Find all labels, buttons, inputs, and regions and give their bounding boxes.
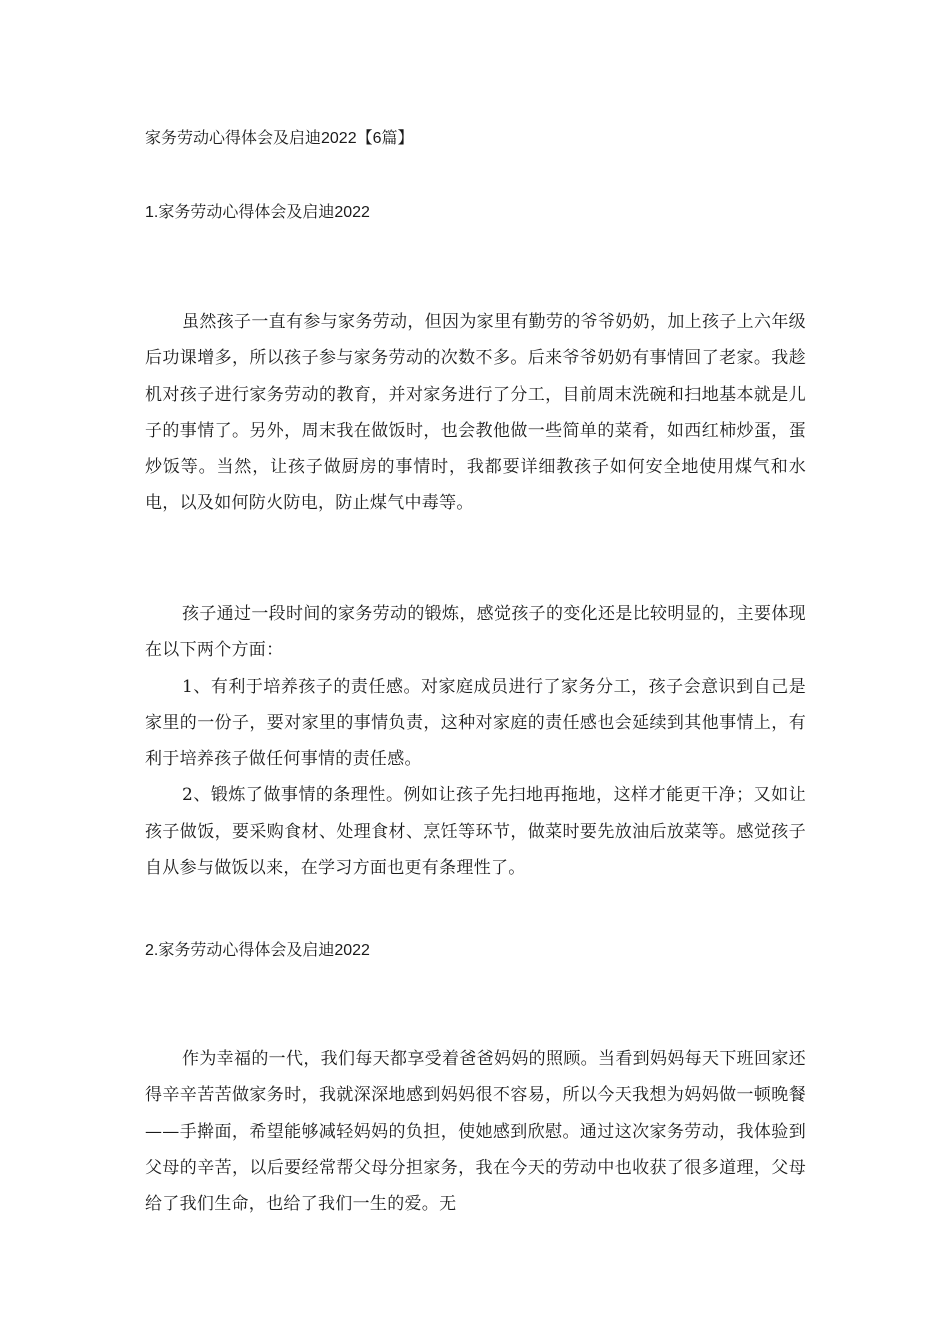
document-title: 家务劳动心得体会及启迪2022【6篇】 [145,130,414,147]
section-2-heading: 2.家务劳动心得体会及启迪2022 [145,942,370,959]
section-2-paragraph-1: 作为幸福的一代，我们每天都享受着爸爸妈妈的照顾。当看到妈妈每天下班回家还得辛辛苦苦做家务时，我就深深地感到妈妈很不容易，所以今天我想为妈妈做一顿晚餐——手擀面，希望能够减轻妈妈的负担，使她感到欣慰。通过这次家务劳动，我体验到父母的辛苦，以后要经常帮父母分担家务，我在今天的劳动中也收获了很多道理，父母给了我们生命，也给了我们一生的爱。无 [145,1049,806,1215]
section-1-paragraph-3: 1、有利于培养孩子的责任感。对家庭成员进行了家务分工，孩子会意识到自己是家里的一份子，要对家里的事情负责，这种对家庭的责任感也会延续到其他事情上，有利于培养孩子做任何事情的责任感。 [145,676,806,770]
section-2-body [145,1041,806,1222]
section-1-heading: 1.家务劳动心得体会及启迪2022 [145,204,370,221]
section-1-paragraph-1: 虽然孩子一直有参与家务劳动，但因为家里有勤劳的爷爷奶奶，加上孩子上六年级后功课增多，所以孩子参与家务劳动的次数不多。后来爷爷奶奶有事情回了老家。我趁机对孩子进行家务劳动的教育，并对家务进行了分工，目前周末洗碗和扫地基本就是儿子的事情了。另外，周末我在做饭时，也会教他做一些简单的菜肴，如西红柿炒蛋，蛋炒饭等。当然，让孩子做厨房的事情时，我都要详细教孩子如何安全地使用煤气和水电，以及如何防火防电，防止煤气中毒等。 [145,312,806,514]
section-1-body-continued [145,596,806,886]
section-1-paragraph-2: 孩子通过一段时间的家务劳动的锻炼，感觉孩子的变化还是比较明显的，主要体现在以下两个方面： [145,604,806,661]
section-1-paragraph-4: 2、锻炼了做事情的条理性。例如让孩子先扫地再拖地，这样才能更干净；又如让孩子做饭，要采购食材、处理食材、烹饪等环节，做菜时要先放油后放菜等。感觉孩子自从参与做饭以来，在学习方面也更有条理性了。 [145,785,806,879]
section-1-body [145,304,806,522]
